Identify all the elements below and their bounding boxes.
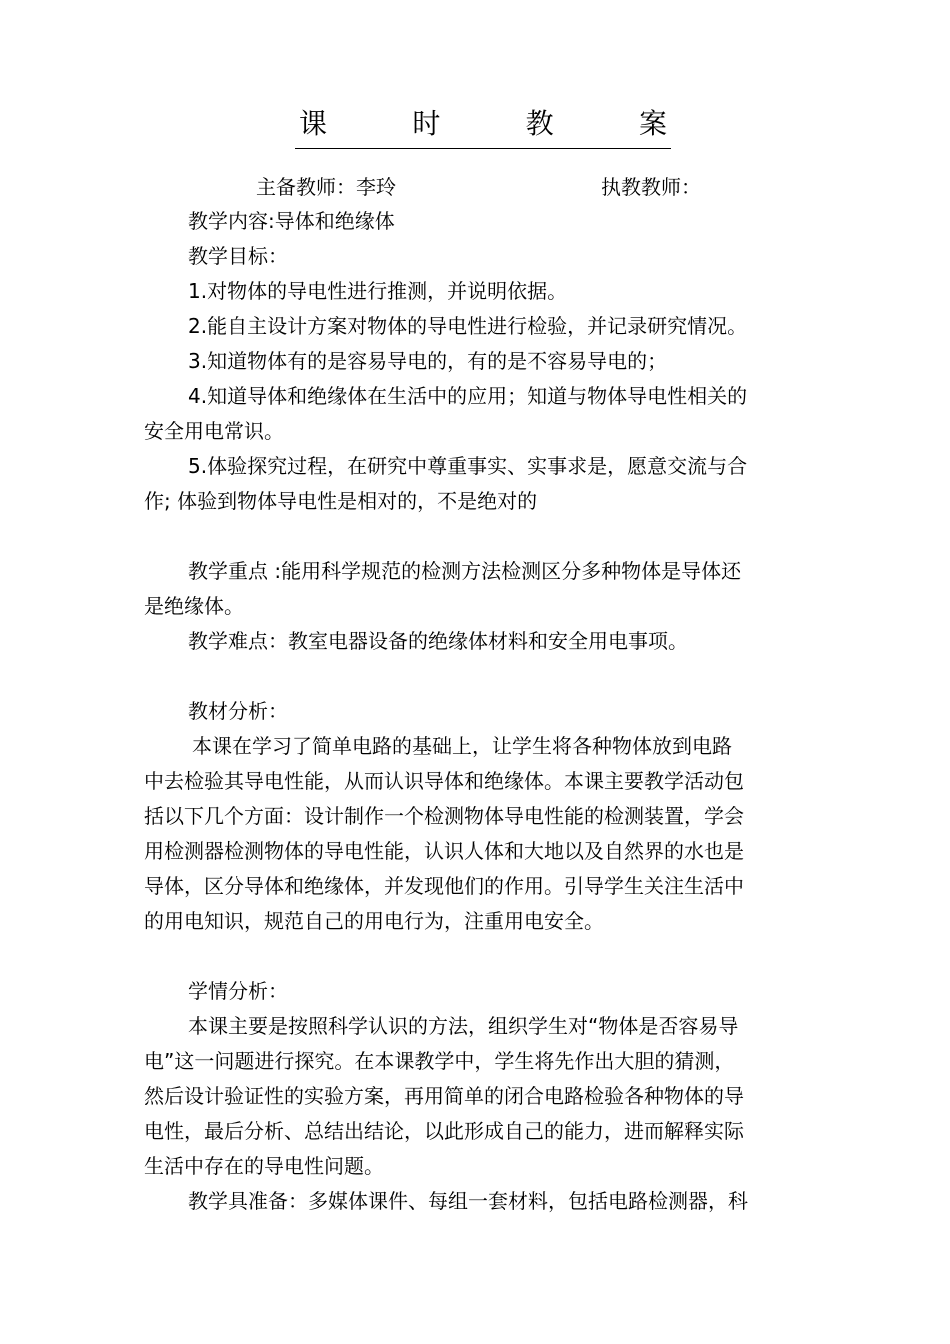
- preparer-line: 主备教师：李玲: [256, 175, 396, 199]
- text-line: 电”这一问题进行探究。在本课教学中，学生将先作出大胆的猜测，: [144, 1049, 735, 1073]
- text-line: 用检测器检测物体的导电性能，认识人体和大地以及自然界的水也是: [144, 839, 744, 863]
- title-char: 教: [525, 107, 554, 140]
- teacher-line: 执教教师：: [601, 175, 701, 199]
- text-line: 5.体验探究过程，在研究中尊重事实、实事求是，愿意交流与合: [188, 454, 748, 478]
- text-line: 教学目标：: [188, 244, 288, 268]
- text-line: 的用电知识，规范自己的用电行为，注重用电安全。: [144, 909, 604, 933]
- text-line: 然后设计验证性的实验方案，再用简单的闭合电路检验各种物体的导: [144, 1084, 744, 1108]
- text-line: 教学内容:导体和绝缘体: [188, 209, 395, 233]
- title-char: 案: [638, 107, 667, 140]
- text-line: 4.知道导体和绝缘体在生活中的应用；知道与物体导电性相关的: [188, 384, 748, 408]
- text-line: 生活中存在的导电性问题。: [144, 1154, 384, 1178]
- blank-line: [144, 939, 810, 974]
- text-line: 1.对物体的导电性进行推测，并说明依据。: [188, 279, 568, 303]
- page-title: [295, 104, 671, 149]
- text-line: 导体，区分导体和绝缘体，并发现他们的作用。引导学生关注生活中: [144, 874, 744, 898]
- text-line: 教学难点：教室电器设备的绝缘体材料和安全用电事项。: [188, 629, 688, 653]
- blank-line: [144, 519, 810, 554]
- title-char: 时: [412, 107, 441, 140]
- blank-line: [144, 659, 810, 694]
- text-line: 2.能自主设计方案对物体的导电性进行检验，并记录研究情况。: [188, 314, 748, 338]
- section-heading: 教材分析：: [188, 699, 288, 723]
- text-line: 本课主要是按照科学认识的方法，组织学生对“物体是否容易导: [188, 1014, 739, 1038]
- title-char: 课: [299, 107, 328, 140]
- text-line: 安全用电常识。: [144, 419, 284, 443]
- text-line: 括以下几个方面：设计制作一个检测物体导电性能的检测装置，学会: [144, 804, 744, 828]
- lesson-body: [144, 204, 810, 1219]
- text-line: 本课在学习了简单电路的基础上，让学生将各种物体放到电路: [192, 734, 732, 758]
- text-line: 作; 体验到物体导电性是相对的，不是绝对的: [144, 489, 538, 513]
- text-line: 是绝缘体。: [144, 594, 244, 618]
- text-line: 电性，最后分析、总结出结论，以此形成自己的能力，进而解释实际: [144, 1119, 744, 1143]
- section-heading: 学情分析：: [188, 979, 288, 1003]
- text-line: 教学具准备：多媒体课件、每组一套材料，包括电路检测器，科: [188, 1189, 748, 1213]
- text-line: 3.知道物体有的是容易导电的，有的是不容易导电的；: [188, 349, 668, 373]
- text-line: 中去检验其导电性能，从而认识导体和绝缘体。本课主要教学活动包: [144, 769, 744, 793]
- text-line: 教学重点 :能用科学规范的检测方法检测区分多种物体是导体还: [188, 559, 742, 583]
